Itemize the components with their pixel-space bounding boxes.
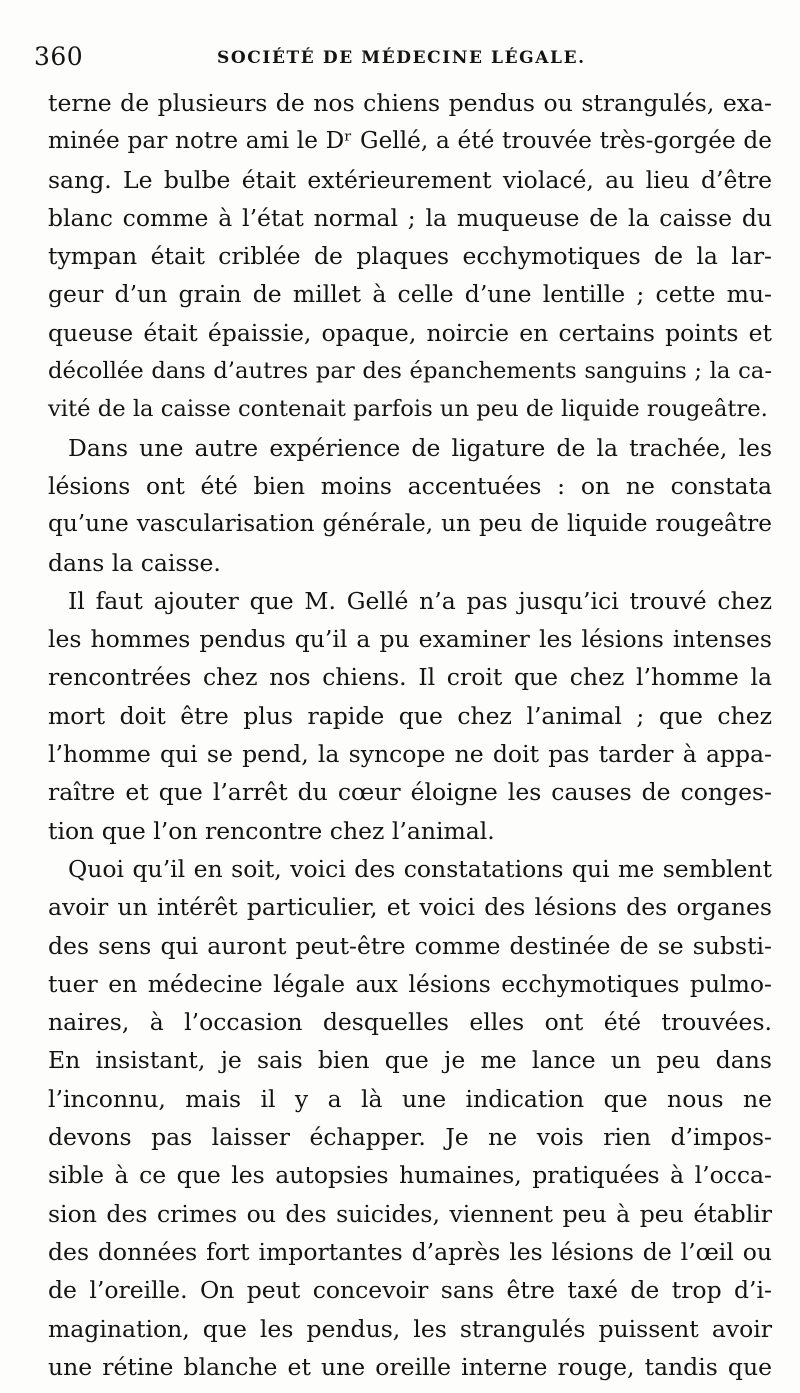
text-line: tympan était criblée de plaques ecchymotiques de la lar- [48,242,772,271]
text-line: qu’une vascularisation générale, un peu de liquide rougeâtre [48,510,772,538]
text-line: dans la caisse. [48,548,221,577]
text-line: tion que l’on rencontre chez l’animal. [48,816,495,845]
text-line: lésions ont été bien moins accentuées : on ne constata [48,471,772,500]
text-line: blanc comme à l’état normal ; la muqueuse de la caisse du [48,203,772,232]
text-line: tuer en médecine légale aux lésions ecchymotiques pulmo- [48,969,772,998]
page-header [32,38,752,78]
text-line: Dans une autre expérience de ligature de la trachée, les [68,433,772,462]
text-line: mort doit être plus rapide que chez l’animal ; que chez [48,701,772,730]
text-line: devons pas laisser échapper. Je ne vois rien d’impos- [48,1123,772,1152]
page-number: 360 [34,42,84,71]
running-head: SOCIÉTÉ DE MÉDECINE LÉGALE. [217,48,586,68]
text-line: terne de plusieurs de nos chiens pendus ou strangulés, exa- [48,89,772,117]
text-line: sion des crimes ou des suicides, viennent peu à peu établir [48,1199,772,1228]
text-line: de l’oreille. On peut concevoir sans être taxé de trop d’i- [48,1276,772,1305]
text-line: queuse était épaissie, opaque, noircie en certains points et [48,318,772,347]
text-line: magination, que les pendus, les strangulés puissent avoir [48,1314,772,1343]
text-line: des données fort importantes d’après les lésions de l’œil ou [48,1237,772,1266]
text-line: l’homme qui se pend, la syncope ne doit pas tarder à appa- [48,740,772,769]
text-line: les hommes pendus qu’il a pu examiner les lésions intenses [48,625,772,654]
text-line: raître et que l’arrêt du cœur éloigne les causes de conges- [48,778,772,807]
text-line: Quoi qu’il en soit, voici des constatations qui me semblent [68,854,772,883]
text-line: des sens qui auront peut-être comme destinée de se substi- [48,931,772,960]
text-line: décollée dans d’autres par des épanchements sanguins ; la ca- [48,358,772,385]
text-line: minée par notre ami le Dʳ Gellé, a été trouvée très-gorgée de [48,127,772,155]
text-line: Il faut ajouter que M. Gellé n’a pas jusqu’ici trouvé chez [68,586,772,615]
text-line: rencontrées chez nos chiens. Il croit que chez l’homme la [48,663,772,692]
text-line: vité de la caisse contenait parfois un peu de liquide rougeâtre. [48,396,768,423]
text-line: geur d’un grain de millet à celle d’une lentille ; cette mu- [48,280,772,309]
text-line: l’inconnu, mais il y a là une indication que nous ne [48,1084,772,1113]
text-line: En insistant, je sais bien que je me lance un peu dans [48,1046,772,1075]
body-text [48,84,772,1386]
text-line: naires, à l’occasion desquelles elles ont été trouvées. [48,1008,772,1037]
text-line: avoir un intérêt particulier, et voici des lésions des organes [48,893,772,922]
text-line: sible à ce que les autopsies humaines, pratiquées à l’occa- [48,1161,772,1190]
text-line: sang. Le bulbe était extérieurement violacé, au lieu d’être [48,165,772,194]
text-line: une rétine blanche et une oreille interne rouge, tandis que [48,1352,772,1381]
